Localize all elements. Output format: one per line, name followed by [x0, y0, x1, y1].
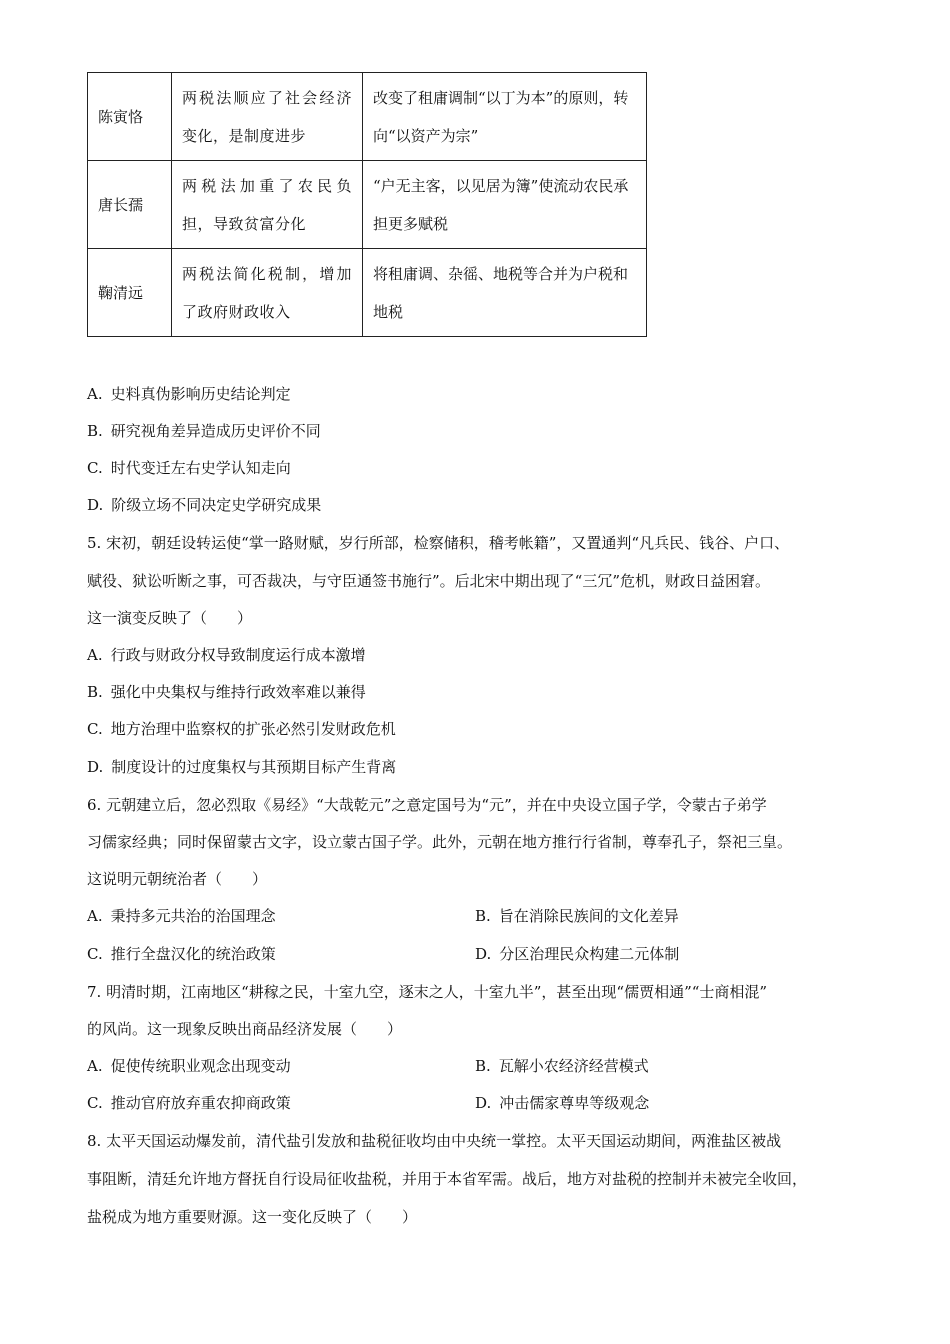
- option-text: 瓦解小农经济经营模式: [498, 1057, 649, 1075]
- option-label: B.: [87, 422, 103, 440]
- option-label: D.: [87, 758, 104, 776]
- reason-cell: 改变了租庸调制“以丁为本”的原则，转向“以资产为宗”: [363, 73, 647, 161]
- scholar-cell: 鞠清远: [88, 249, 172, 337]
- q5-stem-line: 赋役、狱讼听断之事，可否裁决，与守臣通签书施行”。后北宋中期出现了“三冗”危机，财政日益困窘。: [87, 572, 771, 590]
- view-cell: 两税法顺应了社会经济变化，是制度进步: [172, 73, 363, 161]
- q7-stem-line: 的风尚。这一现象反映出商品经济发展（ ）: [87, 1020, 403, 1038]
- option-label: B.: [475, 907, 491, 925]
- option-text: 行政与财政分权导致制度运行成本激增: [110, 646, 366, 664]
- reason-cell: 将租庸调、杂徭、地税等合并为户税和地税: [363, 249, 647, 337]
- q5-option-a: [87, 644, 887, 666]
- q4-option-b: [87, 420, 887, 442]
- option-label: C.: [87, 459, 103, 477]
- option-text: 地方治理中监察权的扩张必然引发财政危机: [110, 720, 396, 738]
- q6-stem-line: 习儒家经典；同时保留蒙古文字，设立蒙古国子学。此外，元朝在地方推行行省制，尊奉孔子，祭祀三皇。: [87, 833, 793, 851]
- q5-option-b: [87, 681, 887, 703]
- option-text: 时代变迁左右史学认知走向: [110, 459, 291, 477]
- historians-table: [87, 72, 647, 337]
- q4-option-d: [87, 494, 887, 516]
- option-text: 分区治理民众构建二元体制: [499, 945, 680, 963]
- option-text: 推行全盘汉化的统治政策: [110, 945, 276, 963]
- table-row: [88, 249, 647, 337]
- q7-option-a: [87, 1055, 467, 1077]
- q7-option-c: [87, 1092, 467, 1114]
- q4-option-a: [87, 383, 887, 405]
- table-row: [88, 161, 647, 249]
- q7-stem-line: 7. 明清时期，江南地区“耕稼之民，十室九空，逐末之人，十室九半”，甚至出现“儒贾相通”“士商相混”: [87, 983, 768, 1001]
- option-label: B.: [87, 683, 103, 701]
- option-label: D.: [475, 1094, 492, 1112]
- q5-option-d: [87, 756, 887, 778]
- option-label: A.: [87, 1057, 103, 1075]
- q4-option-c: [87, 457, 887, 479]
- option-label: C.: [87, 1094, 103, 1112]
- option-label: D.: [475, 945, 492, 963]
- scholar-cell: 唐长孺: [88, 161, 172, 249]
- option-label: A.: [87, 646, 103, 664]
- q8-stem-line: 8. 太平天国运动爆发前，清代盐引发放和盐税征收均由中央统一掌控。太平天国运动期间，两淮盐区被战: [87, 1132, 782, 1150]
- q5-stem-line: 5. 宋初，朝廷设转运使“掌一路财赋，岁行所部，检察储积，稽考帐籍”，又置通判“凡兵民、钱谷、户口、: [87, 534, 790, 552]
- option-text: 促使传统职业观念出现变动: [110, 1057, 291, 1075]
- option-label: C.: [87, 945, 103, 963]
- q5-stem-line: 这一演变反映了（ ）: [87, 609, 253, 627]
- option-text: 制度设计的过度集权与其预期目标产生背离: [111, 758, 397, 776]
- q7-option-b: [475, 1055, 649, 1077]
- q6-option-b: [475, 905, 679, 927]
- option-label: C.: [87, 720, 103, 738]
- q8-stem-line: 盐税成为地方重要财源。这一变化反映了（ ）: [87, 1208, 418, 1226]
- q7-option-d: [475, 1092, 649, 1114]
- option-text: 阶级立场不同决定史学研究成果: [111, 496, 322, 514]
- option-label: A.: [87, 907, 103, 925]
- option-text: 旨在消除民族间的文化差异: [498, 907, 679, 925]
- q6-option-c: [87, 943, 467, 965]
- q8-stem-line: 事阻断，清廷允许地方督抚自行设局征收盐税，并用于本省军需。战后，地方对盐税的控制并未被完全收回，: [87, 1170, 808, 1188]
- option-text: 史料真伪影响历史结论判定: [110, 385, 291, 403]
- view-cell: 两税法加重了农民负担，导致贫富分化: [172, 161, 363, 249]
- scholar-cell: 陈寅恪: [88, 73, 172, 161]
- q6-stem-line: 6. 元朝建立后，忽必烈取《易经》“大哉乾元”之意定国号为“元”，并在中央设立国子学，令蒙古子弟学: [87, 796, 767, 814]
- q5-option-c: [87, 718, 887, 740]
- option-label: D.: [87, 496, 104, 514]
- option-text: 强化中央集权与维持行政效率难以兼得: [110, 683, 366, 701]
- option-text: 推动官府放弃重农抑商政策: [110, 1094, 291, 1112]
- option-text: 研究视角差异造成历史评价不同: [110, 422, 321, 440]
- reason-cell: “户无主客，以见居为簿”使流动农民承担更多赋税: [363, 161, 647, 249]
- option-text: 冲击儒家尊卑等级观念: [499, 1094, 650, 1112]
- q6-option-a: [87, 905, 467, 927]
- option-text: 秉持多元共治的治国理念: [110, 907, 276, 925]
- q6-option-d: [475, 943, 679, 965]
- view-cell: 两税法简化税制，增加了政府财政收入: [172, 249, 363, 337]
- q6-stem-line: 这说明元朝统治者（ ）: [87, 870, 268, 888]
- option-label: A.: [87, 385, 103, 403]
- table-row: [88, 73, 647, 161]
- option-label: B.: [475, 1057, 491, 1075]
